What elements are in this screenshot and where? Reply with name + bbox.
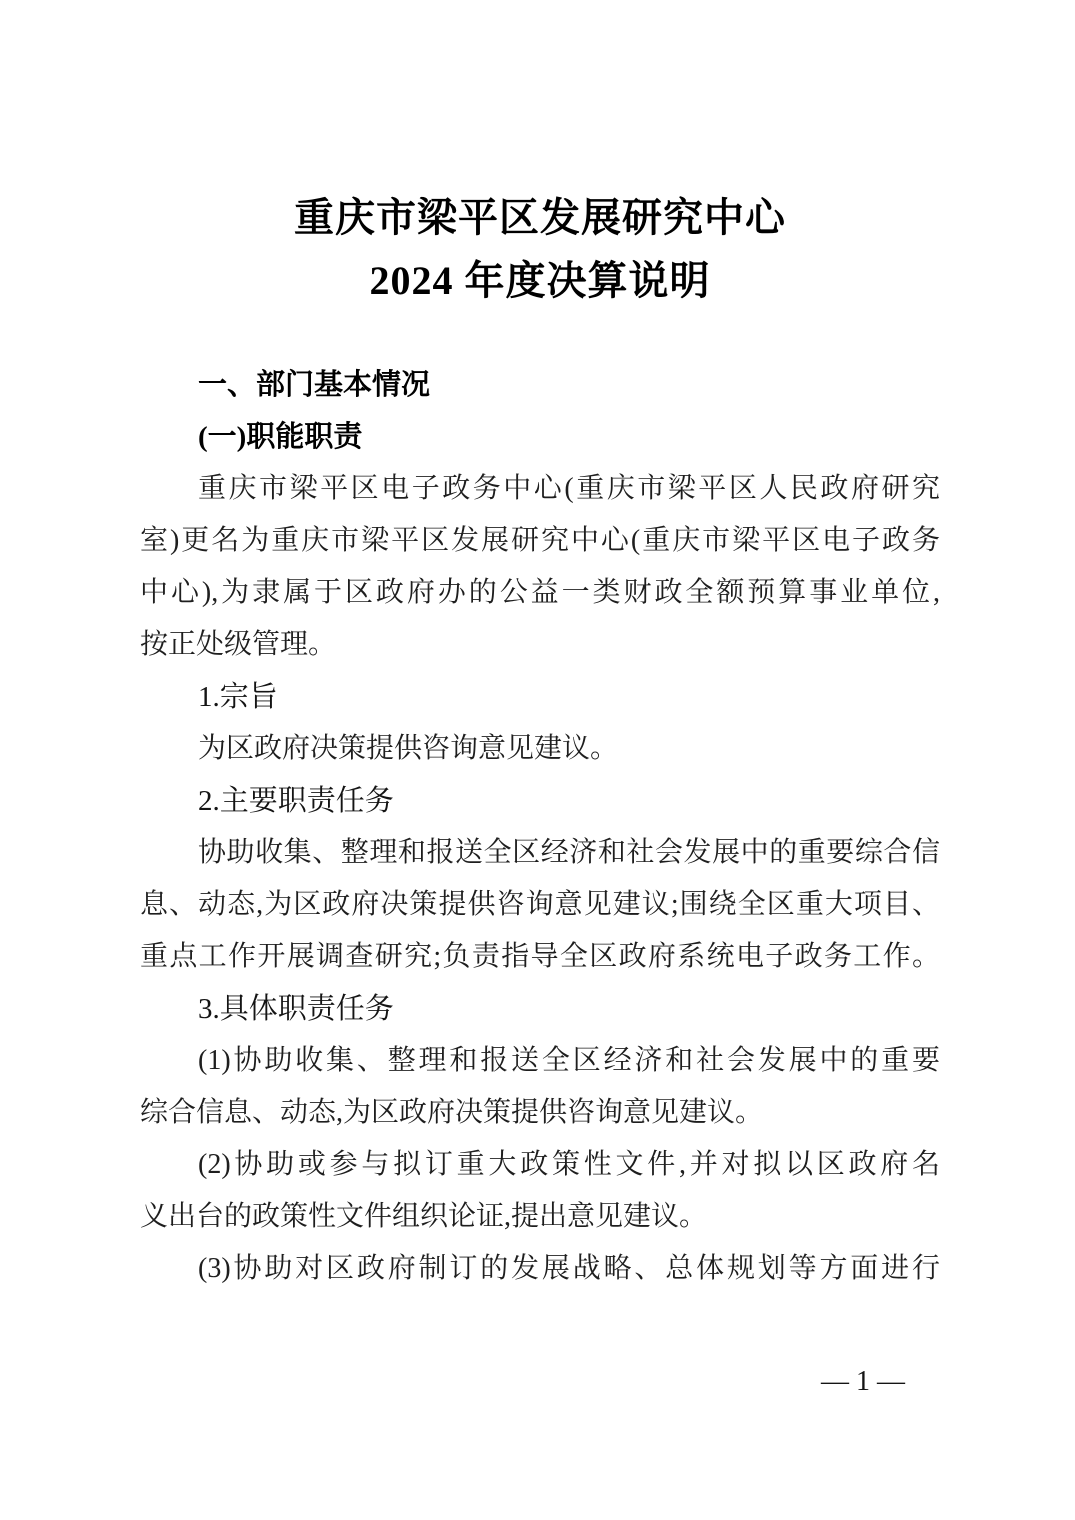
title-line-2: 2024 年度决算说明: [369, 258, 711, 303]
paragraph-intro-line: 中心),为隶属于区政府办的公益一类财政全额预算事业单位,: [140, 577, 940, 608]
document-title: [140, 0, 940, 312]
paragraph-item2-line: (2)协助或参与拟订重大政策性文件,并对拟以区政府名: [198, 1149, 940, 1180]
paragraph-intro-line: 重庆市梁平区电子政务中心(重庆市梁平区人民政府研究: [198, 473, 940, 504]
paragraph-item1-line: (1)协助收集、整理和报送全区经济和社会发展中的重要: [198, 1045, 940, 1076]
paragraph-main-duties-line: 重点工作开展调查研究;负责指导全区政府系统电子政务工作。: [140, 941, 940, 972]
paragraph-item2-line: 义出台的政策性文件组织论证,提出意见建议。: [140, 1201, 708, 1232]
paragraph-item1-line: 综合信息、动态,为区政府决策提供咨询意见建议。: [140, 1097, 764, 1128]
paragraph-intro-line: 按正处级管理。: [140, 629, 337, 660]
subsection-heading-functions: (一)职能职责: [198, 421, 363, 453]
paragraph-main-duties-line: 协助收集、整理和报送全区经济和社会发展中的重要综合信: [198, 837, 940, 868]
paragraph-item3-line: (3)协助对区政府制订的发展战略、总体规划等方面进行: [198, 1253, 940, 1284]
heading-main-duties: 2.主要职责任务: [198, 785, 394, 817]
title-line-1: 重庆市梁平区发展研究中心: [294, 195, 786, 240]
heading-specific-duties: 3.具体职责任务: [198, 993, 394, 1025]
page-number: — 1 —: [821, 1366, 905, 1397]
section-heading-basic-info: 一、部门基本情况: [198, 369, 431, 401]
heading-purpose: 1.宗旨: [198, 681, 278, 713]
paragraph-main-duties-line: 息、动态,为区政府决策提供咨询意见建议;围绕全区重大项目、: [140, 889, 940, 920]
paragraph-purpose: 为区政府决策提供咨询意见建议。: [198, 733, 619, 764]
paragraph-intro-line: 室)更名为重庆市梁平区发展研究中心(重庆市梁平区电子政务: [140, 525, 940, 556]
document-body: [140, 359, 940, 1295]
